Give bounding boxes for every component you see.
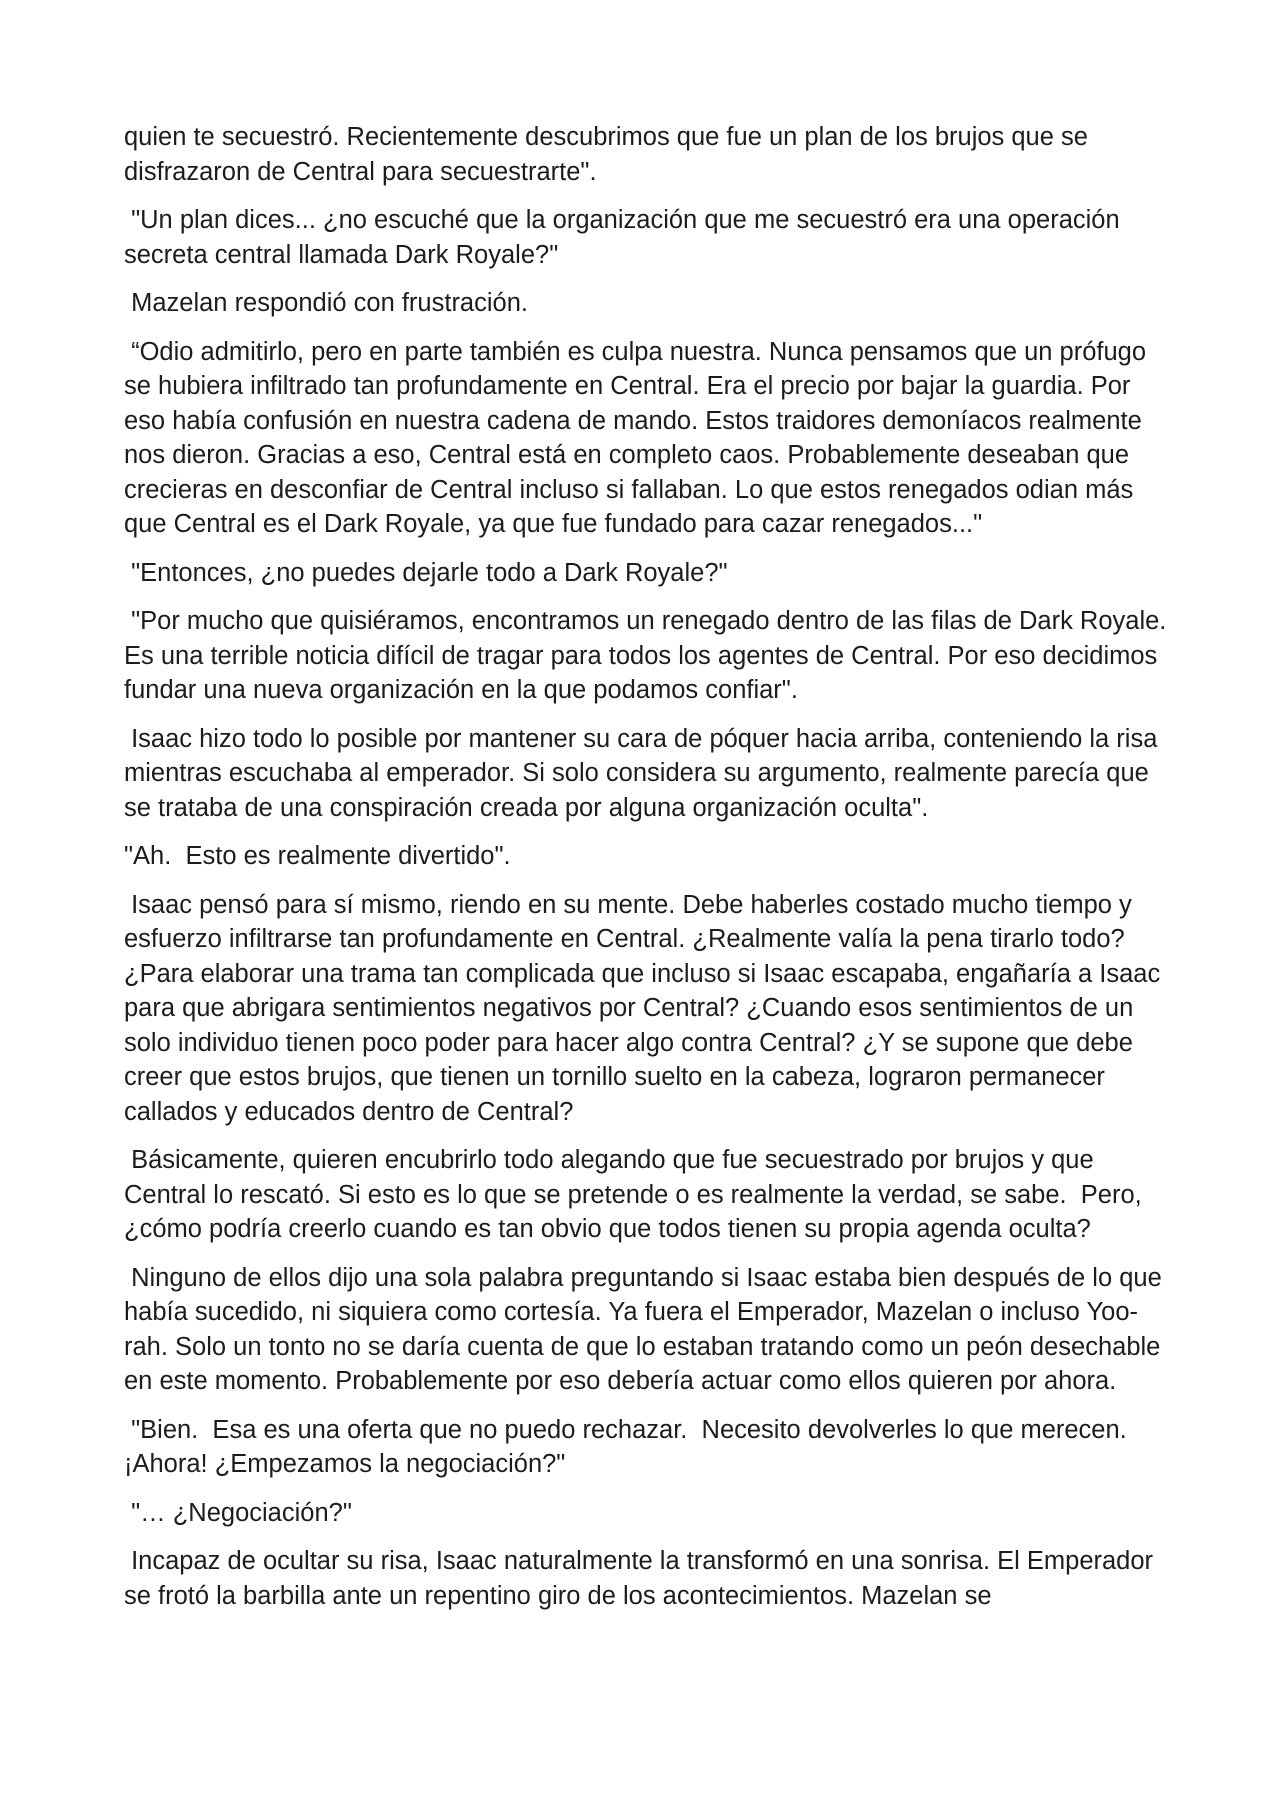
paragraph-5: "Entonces, ¿no puedes dejarle todo a Dark Royale?" (124, 558, 728, 587)
paragraph-10: Básicamente, quieren encubrirlo todo alegando que fue secuestrado por brujos y que Central lo rescató. Si esto es lo que se pretende o es realmente la verdad, se sabe. Pero, ¿cómo podría creerlo cuando es tan obvio que todos tienen su propia agenda oculta? (124, 1146, 1149, 1243)
paragraph-1: quien te secuestró. Recientemente descubrimos que fue un plan de los brujos que se disfrazaron de Central para secuestrarte". (124, 123, 1096, 186)
paragraph-13: "… ¿Negociación?" (124, 1498, 352, 1527)
paragraph-8: "Ah. Esto es realmente divertido". (124, 842, 511, 870)
paragraph-11: Ninguno de ellos dijo una sola palabra preguntando si Isaac estaba bien después de lo que había sucedido, ni siquiera como cortesía. Ya fuera el Emperador, Mazelan o incluso Yoo-rah. Solo un tonto no se daría cuenta de que lo estaban tratando como un peón desechable en este momento. Probablemente por eso debería actuar como ellos quieren por ahora. (124, 1263, 1169, 1395)
paragraph-6: "Por mucho que quisiéramos, encontramos un renegado dentro de las filas de Dark Royale. Es una terrible noticia difícil de tragar para todos los agentes de Central. Por eso decidimos fundar una nueva organización en la que podamos confiar". (124, 607, 1174, 704)
paragraph-12: "Bien. Esa es una oferta que no puedo rechazar. Necesito devolverles lo que merecen. ¡Ahora! ¿Empezamos la negociación?" (124, 1415, 1134, 1478)
paragraph-14: Incapaz de ocultar su risa, Isaac naturalmente la transformó en una sonrisa. El Emperador se frotó la barbilla ante un repentino giro de los acontecimientos. Mazelan se (124, 1547, 1161, 1610)
paragraph-3: Mazelan respondió con frustración. (124, 289, 528, 317)
paragraph-2: "Un plan dices... ¿no escuché que la organización que me secuestró era una operación secreta central llamada Dark Royale?" (124, 206, 1127, 269)
document-body (124, 120, 1174, 1627)
paragraph-9: Isaac pensó para sí mismo, riendo en su mente. Debe haberles costado mucho tiempo y esfuerzo infiltrarse tan profundamente en Central. ¿Realmente valía la pena tirarlo todo? ¿Para elaborar una trama tan complicada que incluso si Isaac escapaba, engañaría a Isaac para que abrigara sentimientos negativos por Central? ¿Cuando esos sentimientos de un solo individuo tienen poco poder para hacer algo contra Central? ¿Y se supone que debe creer que estos brujos, que tienen un tornillo suelto en la cabeza, lograron permanecer callados y educados dentro de Central? (124, 890, 1168, 1126)
paragraph-7: Isaac hizo todo lo posible por mantener su cara de póquer hacia arriba, conteniendo la risa mientras escuchaba al emperador. Si solo considera su argumento, realmente parecía que se trataba de una conspiración creada por alguna organización oculta". (124, 724, 1165, 822)
paragraph-4: “Odio admitirlo, pero en parte también es culpa nuestra. Nunca pensamos que un prófugo se hubiera infiltrado tan profundamente en Central. Era el precio por bajar la guardia. Por eso había confusión en nuestra cadena de mando. Estos traidores demoníacos realmente nos dieron. Gracias a eso, Central está en completo caos. Probablemente deseaban que crecieras en desconfiar de Central incluso si fallaban. Lo que estos renegados odian más que Central es el Dark Royale, ya que fue fundado para cazar renegados..." (124, 337, 1154, 538)
